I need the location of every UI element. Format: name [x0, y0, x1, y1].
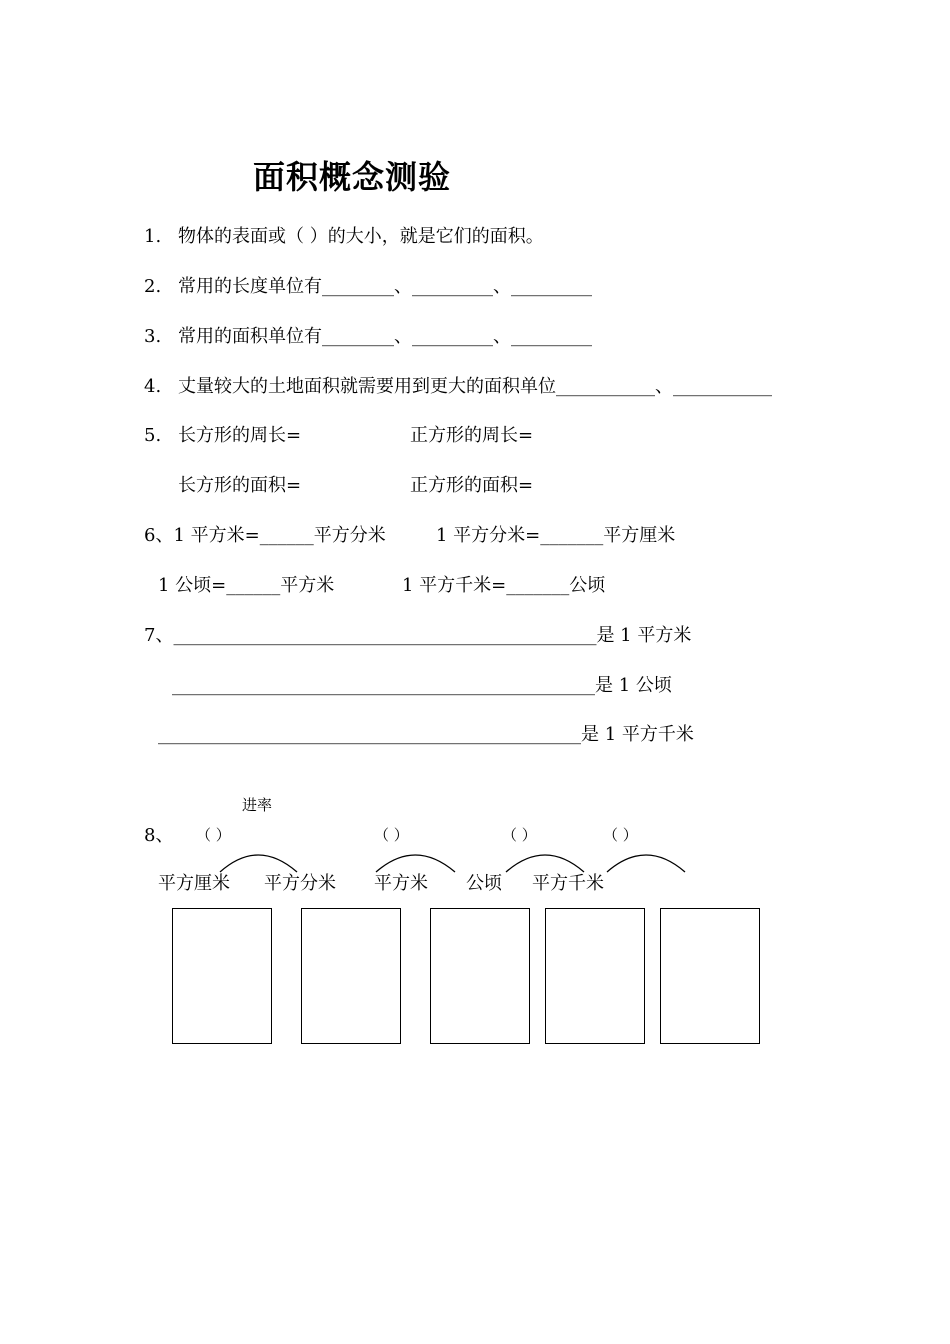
question-6-line-2b: 1 平方千米=_______公顷 — [402, 575, 606, 596]
question-6-line-1b: 1 平方分米=_______平方厘米 — [436, 525, 676, 546]
unit-sq-cm: 平方厘米 — [158, 873, 230, 894]
rate-arc-1 — [220, 855, 297, 872]
rect-perimeter-label: 长方形的周长= — [178, 425, 302, 446]
question-6-line-1a: 6、1 平方米=______平方分米 — [144, 525, 386, 546]
question-2 — [144, 275, 592, 299]
answer-box-2[interactable] — [301, 908, 401, 1044]
unit-sq-km: 平方千米 — [532, 873, 604, 894]
answer-box-4[interactable] — [545, 908, 645, 1044]
question-number: 4. — [144, 376, 162, 397]
question-number: 5. — [144, 425, 162, 446]
question-8-number: 8、 — [144, 825, 174, 846]
question-6-line-2a: 1 公顷=______平方米 — [158, 575, 335, 596]
answer-box-3[interactable] — [430, 908, 530, 1044]
rate-arc-3 — [506, 855, 584, 872]
question-text: 物体的表面或（ ）的大小，就是它们的面积。 — [178, 226, 544, 247]
question-7-line-2: _______________________________________________是 1 公顷 — [172, 675, 672, 696]
unit-sq-m: 平方米 — [374, 873, 428, 894]
question-number: 1. — [144, 226, 162, 247]
rate-paren-3: （ ） — [502, 826, 537, 844]
page-title: 面积概念测验 — [253, 158, 452, 196]
rate-arc-2 — [376, 855, 455, 872]
question-7-line-1: 7、_______________________________________________是 1 平方米 — [144, 625, 692, 646]
question-4 — [144, 375, 772, 399]
rate-paren-2: （ ） — [374, 826, 409, 844]
question-number: 2. — [144, 276, 162, 297]
question-7-line-3: _______________________________________________是 1 平方千米 — [158, 724, 694, 745]
question-text: 常用的面积单位有________、_________、_________ — [178, 326, 592, 347]
rate-arc-4 — [607, 855, 685, 872]
answer-box-5[interactable] — [660, 908, 760, 1044]
unit-sq-dm: 平方分米 — [264, 873, 336, 894]
question-text: 丈量较大的土地面积就需要用到更大的面积单位___________、___________ — [178, 376, 772, 397]
rect-area-label: 长方形的面积= — [178, 475, 302, 496]
rate-paren-1: （ ） — [196, 826, 231, 844]
question-text: 常用的长度单位有________、_________、_________ — [178, 276, 592, 297]
rate-label: 进率 — [242, 796, 273, 814]
rate-paren-4: （ ） — [603, 826, 638, 844]
question-5 — [144, 424, 301, 448]
question-number: 3. — [144, 326, 162, 347]
question-3 — [144, 325, 592, 349]
unit-hectare: 公顷 — [466, 873, 502, 894]
square-perimeter-label: 正方形的周长= — [410, 425, 534, 446]
answer-box-1[interactable] — [172, 908, 272, 1044]
question-1 — [144, 225, 544, 249]
square-area-label: 正方形的面积= — [410, 475, 534, 496]
